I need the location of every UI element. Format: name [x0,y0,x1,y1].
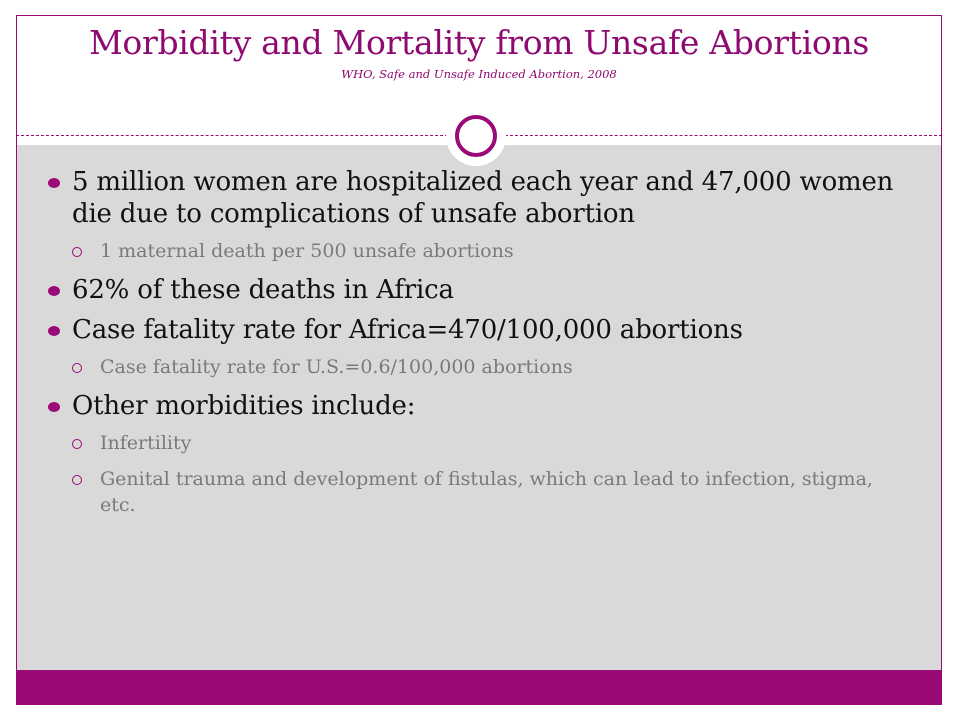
bullet-item [48,390,908,422]
sub-bullet-text: Infertility [100,432,192,454]
bullet-text: 62% of these deaths in Africa [72,275,454,305]
divider-circle-icon [455,115,497,157]
bullet-item [48,314,908,346]
sub-bullet-ring-icon [72,475,82,485]
bullet-dot-icon [48,326,60,336]
slide-title: Morbidity and Mortality from Unsafe Abortions [88,23,870,62]
bullet-item [48,166,908,230]
bullet-dot-icon [48,402,60,412]
bullet-text: Other morbidities include: [72,391,416,421]
sub-bullet-text: 1 maternal death per 500 unsafe abortions [100,240,514,262]
sub-bullet-ring-icon [72,247,82,257]
bullet-text: 5 million women are hospitalized each year and 47,000 women die due to complications of unsafe abortion [72,167,894,229]
sub-bullet-item [48,238,908,264]
sub-bullet-item [48,466,908,518]
sub-bullet-item [48,354,908,380]
slide-subtitle: WHO, Safe and Unsafe Induced Abortion, 2008 [341,67,617,81]
sub-bullet-text: Genital trauma and development of fistulas, which can lead to infection, stigma, etc. [100,468,873,516]
bullet-dot-icon [48,178,60,188]
bullet-text: Case fatality rate for Africa=470/100,000 abortions [72,315,743,345]
sub-bullet-text: Case fatality rate for U.S.=0.6/100,000 abortions [100,356,573,378]
sub-bullet-item [48,430,908,456]
bottom-accent-bar [17,670,941,704]
sub-bullet-ring-icon [72,439,82,449]
sub-bullet-ring-icon [72,363,82,373]
bullet-dot-icon [48,286,60,296]
bullet-item [48,274,908,306]
bullet-list [48,166,908,528]
